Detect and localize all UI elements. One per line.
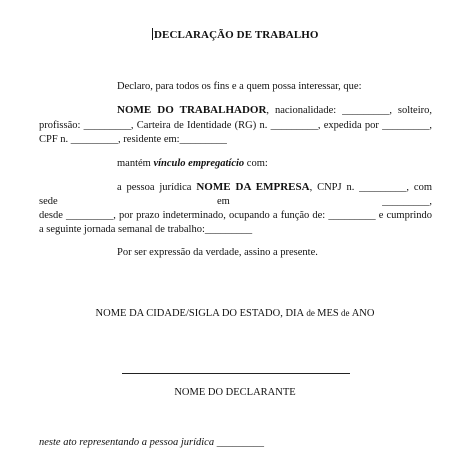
closing-statement: Por ser expressão da verdade, assino a presente. [117,247,318,258]
company-line-2-left: sede [39,196,58,207]
document-title: DECLARAÇÃO DE TRABALHO [154,29,319,41]
signature-line [122,373,350,374]
company-line-4: a seguinte jornada semanal de trabalho:_________ [39,224,253,235]
text-cursor [152,28,153,40]
worker-name: NOME DO TRABALHADOR [117,104,267,116]
company-name: NOME DA EMPRESA [196,181,310,193]
company-line-2-mid: em [217,196,230,207]
company-line-2-right: _________, [382,196,432,207]
intro-paragraph: Declaro, para todos os fins e a quem possa interessar, que: [117,81,362,92]
employment-bond-line: mantém vínculo empregatício com: [117,158,268,169]
place-and-date: NOME DA CIDADE/SIGLA DO ESTADO, DIA de MES de ANO [95,308,375,319]
company-line-1: a pessoa jurídica NOME DA EMPRESA, CNPJ n. _________, com [117,181,432,193]
worker-line-2: profissão: _________, Carteira de Identidade (RG) n. _________, expedida por _________, [39,120,432,131]
representation-line: neste ato representando a pessoa jurídica _________ [39,437,264,448]
declarant-name: NOME DO DECLARANTE [174,387,296,398]
worker-line-1: NOME DO TRABALHADOR, nacionalidade: _________, solteiro, [117,104,433,116]
company-line-3: desde _________, por prazo indeterminado, ocupando a função de: _________ e cumprindo [39,210,432,221]
worker-line-3: CPF n. _________, residente em:_________ [39,134,227,145]
